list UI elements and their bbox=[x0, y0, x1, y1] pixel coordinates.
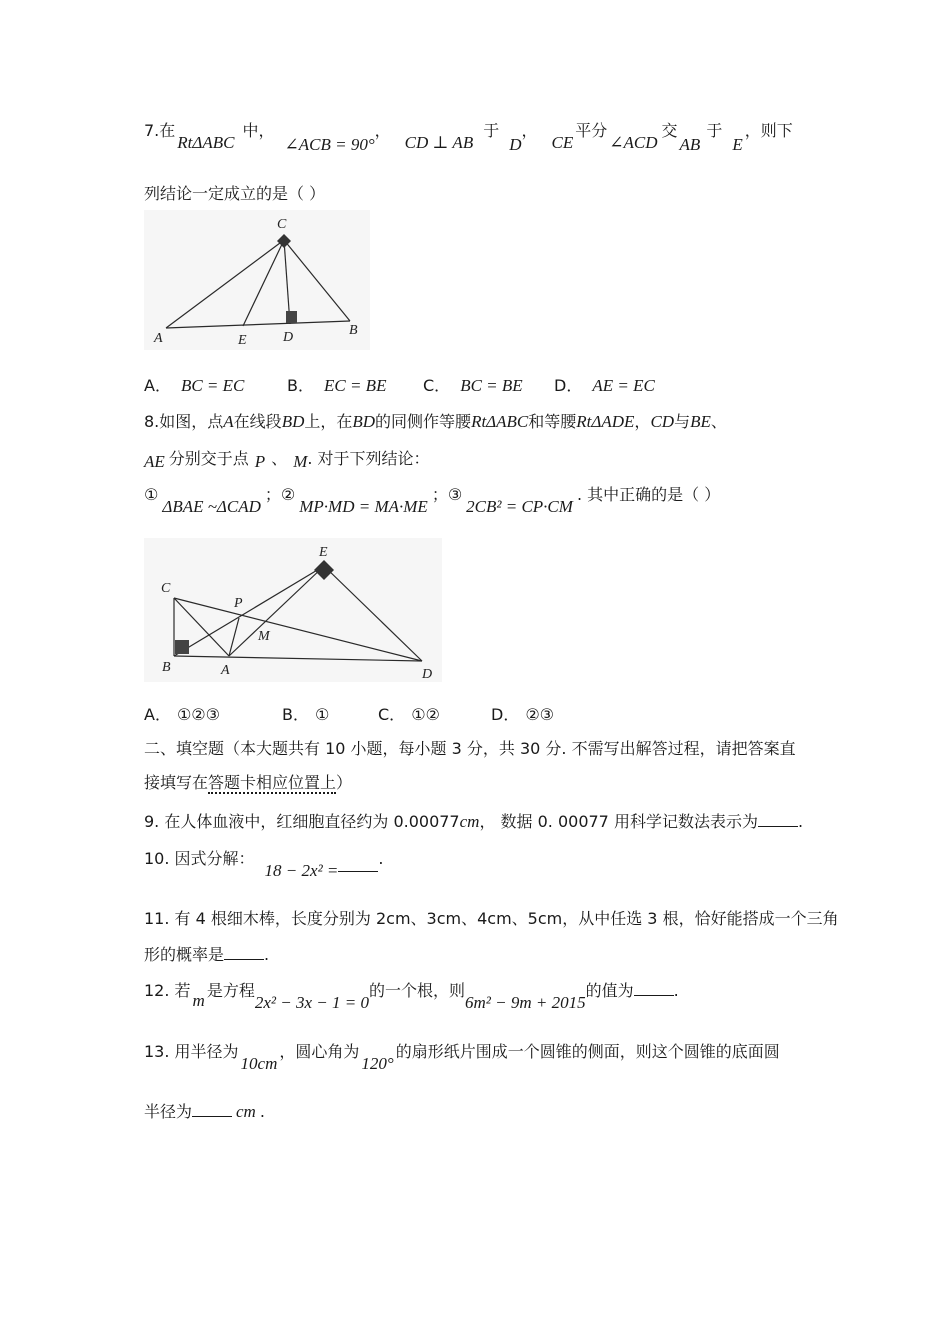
q8-text: 上，在 bbox=[304, 412, 353, 431]
option-label: D． bbox=[554, 376, 583, 395]
q8-math: AE bbox=[144, 452, 165, 471]
q8-math: BD bbox=[352, 412, 376, 431]
q7-text: 中， bbox=[242, 121, 275, 140]
q12-math: m bbox=[192, 991, 205, 1010]
q8-right-angle-b bbox=[175, 640, 189, 654]
q7-math: E bbox=[732, 135, 743, 154]
q8-math: P bbox=[254, 452, 266, 471]
q7-math: CE bbox=[551, 133, 574, 152]
q8-text: 、 bbox=[271, 449, 288, 468]
q8-label-p: P bbox=[234, 596, 243, 611]
q7-math: ∠ACB = 90° bbox=[284, 135, 375, 154]
q11-line-2 bbox=[144, 942, 269, 965]
q8-math: RtΔADE bbox=[576, 412, 635, 431]
q12-text: . bbox=[673, 981, 679, 1000]
q7-option-a bbox=[144, 373, 287, 396]
q7-options bbox=[144, 373, 655, 396]
q10-math: 18 − 2x² = bbox=[264, 861, 339, 880]
q7-text: ，则下 bbox=[744, 121, 793, 140]
q7-option-d bbox=[554, 373, 655, 396]
q8-text: 和等腰 bbox=[528, 412, 577, 431]
q7-figure bbox=[144, 210, 370, 350]
q8-label-e: E bbox=[319, 545, 328, 560]
q8-math: BD bbox=[281, 412, 305, 431]
q9-text: ， 数据 0. 00077 用科学记数法表示为 bbox=[479, 812, 758, 831]
q8-figure bbox=[144, 538, 442, 682]
q13-math: cm bbox=[236, 1102, 256, 1121]
q7-text: 于 bbox=[706, 121, 723, 140]
q7-math: AB bbox=[679, 135, 701, 154]
q7-text: 交 bbox=[661, 121, 678, 140]
q8-text: ；③ bbox=[431, 485, 463, 504]
q8-text: 分别交于点 bbox=[168, 449, 249, 468]
q7-text: ， bbox=[374, 121, 391, 140]
section2-emphasis: 答题卡相应位置上 bbox=[208, 773, 337, 792]
q11-text: . bbox=[264, 945, 270, 964]
q13-answer-blank bbox=[192, 1102, 232, 1117]
section2-text: 接填写在 bbox=[144, 773, 209, 792]
q9-answer-blank bbox=[758, 812, 798, 827]
option-label: A． bbox=[144, 376, 171, 395]
q7-math: ∠ACD bbox=[609, 133, 658, 152]
q11-line-1: 11. 有 4 根细木棒，长度分别为 2cm、3cm、4cm、5cm，从中任选 3 根，恰好能搭成一个三角 bbox=[144, 909, 839, 928]
q8-label-m: M bbox=[258, 629, 270, 644]
option-expr: ① bbox=[314, 705, 330, 724]
q8-text: ， bbox=[634, 412, 651, 431]
q8-text: 、 bbox=[710, 412, 727, 431]
q11-text: 形的概率是 bbox=[144, 945, 225, 964]
q8-label-c: C bbox=[161, 581, 171, 596]
q7-option-b bbox=[287, 373, 423, 396]
q7-line-2: 列结论一定成立的是（ ） bbox=[144, 184, 326, 203]
q8-math: MP·MD = MA·ME bbox=[299, 497, 428, 516]
option-label: A． bbox=[144, 705, 171, 724]
q7-line-1 bbox=[144, 118, 793, 154]
q8-math: A bbox=[223, 412, 234, 431]
option-expr: BC = EC bbox=[180, 376, 245, 395]
q8-math: RtΔABC bbox=[471, 412, 529, 431]
option-expr: ②③ bbox=[525, 705, 555, 724]
option-expr: ①② bbox=[411, 705, 440, 724]
q8-text: 的同侧作等腰 bbox=[375, 412, 472, 431]
q11-answer-blank bbox=[224, 945, 264, 960]
q7-math: CD ⊥ AB bbox=[404, 133, 474, 152]
q13-line-1 bbox=[144, 1039, 780, 1073]
q8-label-d: D bbox=[422, 667, 433, 682]
q8-text: ① bbox=[144, 485, 159, 504]
option-expr: ①②③ bbox=[176, 705, 220, 724]
q8-math: CD bbox=[650, 412, 675, 431]
q7-text: 平分 bbox=[575, 121, 608, 140]
option-expr: BC = BE bbox=[460, 376, 523, 395]
q8-option-c bbox=[378, 702, 491, 725]
q8-math: 2CB² = CP·CM bbox=[466, 497, 573, 516]
option-label: C． bbox=[423, 376, 451, 395]
option-label: B． bbox=[287, 376, 314, 395]
q12-text: 是方程 bbox=[206, 981, 255, 1000]
option-expr: AE = EC bbox=[592, 376, 655, 395]
q7-label-b: B bbox=[349, 323, 358, 338]
q10-answer-blank bbox=[338, 857, 378, 872]
q7-math: RtΔABC bbox=[177, 133, 235, 152]
q7-math: D bbox=[509, 135, 522, 154]
q8-label-b: B bbox=[162, 660, 171, 675]
q8-text: . 对于下列结论： bbox=[307, 449, 430, 468]
q8-text: 8.如图，点 bbox=[144, 412, 224, 431]
q7-label-a: A bbox=[154, 331, 163, 346]
q7-right-angle-d bbox=[286, 311, 297, 323]
option-expr: EC = BE bbox=[323, 376, 387, 395]
q7-label-c: C bbox=[277, 217, 287, 232]
q13-text: ，圆心角为 bbox=[279, 1042, 360, 1061]
section2-heading-line-1: 二、填空题（本大题共有 10 小题，每小题 3 分，共 30 分. 不需写出解答过程，请把答案直 bbox=[144, 739, 796, 758]
q8-option-a bbox=[144, 702, 282, 725]
q8-option-d bbox=[491, 702, 554, 725]
q8-text: 与 bbox=[674, 412, 691, 431]
section2-heading-line-2 bbox=[144, 770, 352, 793]
q7-text: 于 bbox=[483, 121, 500, 140]
q12-text: 12. 若 bbox=[144, 981, 191, 1000]
q12-math: 2x² − 3x − 1 = 0 bbox=[254, 993, 369, 1012]
q7-label-d: D bbox=[283, 330, 294, 345]
q9-text: . bbox=[797, 812, 804, 831]
q8-option-b bbox=[282, 702, 378, 725]
q8-math: M bbox=[293, 452, 308, 471]
q10-line bbox=[144, 846, 384, 880]
section2-text: ） bbox=[336, 773, 353, 792]
q13-math: 120° bbox=[361, 1054, 394, 1073]
q8-text: ；② bbox=[264, 485, 296, 504]
q12-text: 的一个根，则 bbox=[368, 981, 465, 1000]
q8-options bbox=[144, 702, 554, 725]
q13-line-2 bbox=[144, 1099, 265, 1122]
q13-text: 的扇形纸片围成一个圆锥的侧面，则这个圆锥的底面圆 bbox=[395, 1042, 780, 1061]
q8-text: . 其中正确的是（ ） bbox=[576, 485, 721, 504]
option-label: B． bbox=[282, 705, 309, 724]
option-label: C． bbox=[378, 705, 406, 724]
q7-text: ， bbox=[521, 121, 538, 140]
q8-line-3 bbox=[144, 482, 721, 516]
q9-text: 9. 在人体血液中，红细胞直径约为 0.00077 bbox=[144, 812, 460, 831]
q9-line bbox=[144, 809, 803, 832]
q8-line-2 bbox=[144, 446, 430, 469]
q8-text: 在线段 bbox=[233, 412, 282, 431]
q7-label-e: E bbox=[238, 333, 247, 348]
q8-math: BE bbox=[690, 412, 711, 431]
q9-math: cm bbox=[459, 812, 480, 831]
q10-text: 10. 因式分解： bbox=[144, 849, 255, 868]
q13-text: 半径为 bbox=[144, 1102, 193, 1121]
q7-option-c bbox=[423, 373, 554, 396]
option-label: D． bbox=[491, 705, 520, 724]
q13-text: . bbox=[259, 1102, 265, 1121]
q8-label-a: A bbox=[221, 663, 230, 678]
q10-text: . bbox=[378, 849, 384, 868]
q12-line bbox=[144, 978, 679, 1012]
q12-text: 的值为 bbox=[585, 981, 634, 1000]
q8-line-1 bbox=[144, 409, 727, 432]
q12-math: 6m² − 9m + 2015 bbox=[464, 993, 586, 1012]
q13-text: 13. 用半径为 bbox=[144, 1042, 239, 1061]
q12-answer-blank bbox=[634, 981, 674, 996]
q7-text: 7.在 bbox=[144, 121, 176, 140]
q13-math: 10cm bbox=[240, 1054, 278, 1073]
q8-math: ΔBAE ~ΔCAD bbox=[162, 497, 261, 516]
